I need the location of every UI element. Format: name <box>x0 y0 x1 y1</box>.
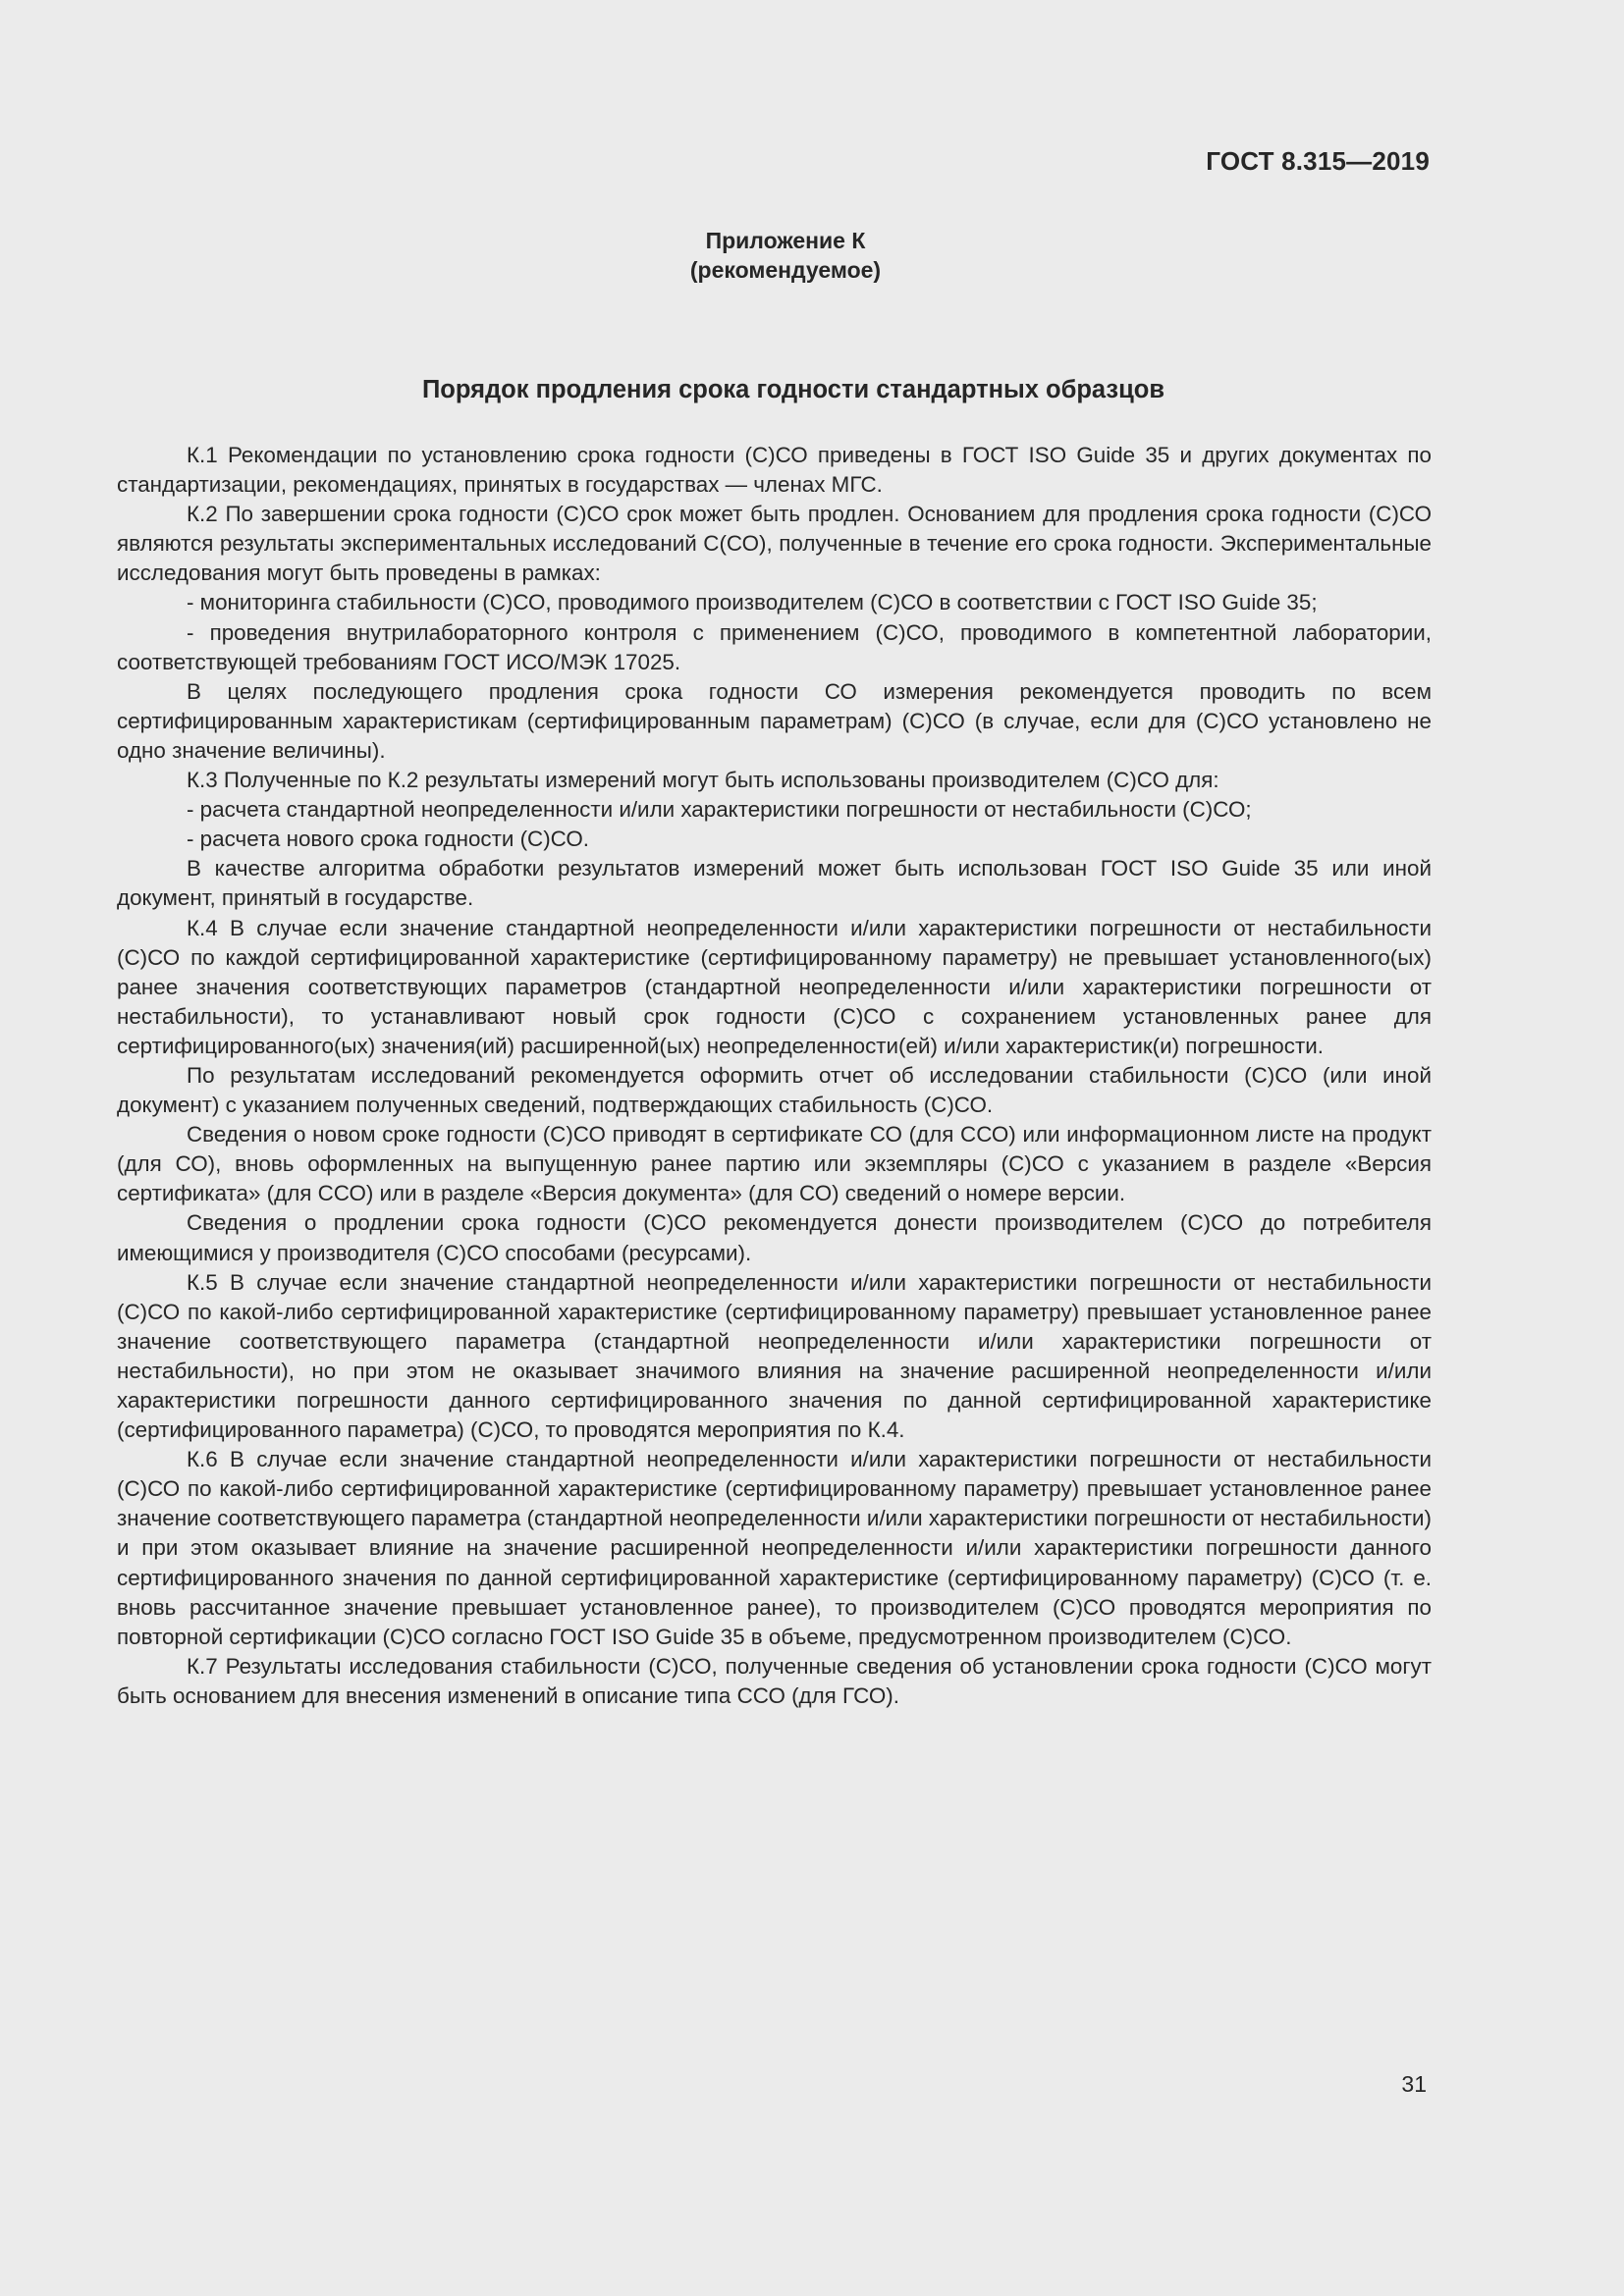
document-code-header: ГОСТ 8.315—2019 <box>1206 146 1430 176</box>
appendix-heading <box>0 226 1571 285</box>
paragraph-certificate-info: Сведения о новом сроке годности (С)СО приводят в сертификате СО (для ССО) или информационном листе на продукт (для СО), вновь оформленных на выпущенную ранее партию или экземпляры (С)СО с указанием в разделе «Версия сертификата» (для ССО) или в разделе «Версия документа» (для СО) сведений о номере версии. <box>117 1122 1432 1206</box>
paragraph-k2: К.2 По завершении срока годности (С)СО срок может быть продлен. Основанием для продления срока годности (С)СО являются результаты экспериментальных исследований С(СО), полученные в течение его срока годности. Экспериментальные исследования могут быть проведены в рамках: <box>117 502 1432 586</box>
paragraph-algorithm: В качестве алгоритма обработки результатов измерений может быть использован ГОСТ ISO Guide 35 или иной документ, принятый в государстве. <box>117 856 1432 911</box>
paragraph-consumer-notice: Сведения о продлении срока годности (С)СО рекомендуется донести производителем (С)СО до потребителя имеющимися у производителя (С)СО способами (ресурсами). <box>117 1210 1432 1265</box>
paragraph-measurements-scope: В целях последующего продления срока годности СО измерения рекомендуется проводить по всем сертифицированным характеристикам (сертифицированным параметрам) (С)СО (в случае, если для (С)СО установлено не одно значение величины). <box>117 678 1432 763</box>
paragraph-k6: К.6 В случае если значение стандартной неопределенности и/или характеристики погрешности от нестабильности (С)СО по какой-либо сертифицированной характеристике (сертифицированному параметру) превышает установленное ранее значение соответствующего параметра (стандартной неопределенности и/или характеристики погрешности от нестабильности) и при этом оказывает влияние на значение расширенной неопределенности и/или характеристики погрешности данного сертифицированного значения по данной сертифицированной характеристике (сертифицированному параметру) (С)СО (т. е. вновь рассчитанное значение превышает установленное ранее), то производителем (С)СО проводятся мероприятия по повторной сертификации (С)СО согласно ГОСТ ISO Guide 35 в объеме, предусмотренном производителем (С)СО. <box>117 1447 1432 1649</box>
list-item-stability-monitoring: - мониторинга стабильности (С)СО, проводимого производителем (С)СО в соответствии с ГОСТ ISO Guide 35; <box>187 590 1318 615</box>
appendix-kind: (рекомендуемое) <box>689 257 882 283</box>
paragraph-report: По результатам исследований рекомендуется оформить отчет об исследовании стабильности (С)СО (или иной документ) с указанием полученных сведений, подтверждающих стабильность (С)СО. <box>117 1062 1432 1118</box>
paragraph-k7: К.7 Результаты исследования стабильности (С)СО, полученные сведения об установлении срока годности (С)СО могут быть основанием для внесения изменений в описание типа ССО (для ГСО). <box>117 1653 1432 1708</box>
paragraph-k5: К.5 В случае если значение стандартной неопределенности и/или характеристики погрешности от нестабильности (С)СО по какой-либо сертифицированной характеристике (сертифицированному параметру) превышает установленное ранее значение соответствующего параметра (стандартной неопределенности и/или характеристики погрешности от нестабильности), но при этом не оказывает значимого влияния на значение расширенной неопределенности и/или характеристики погрешности данного сертифицированного значения по данной сертифицированной характеристике (сертифицированного параметра) (С)СО, то проводятся мероприятия по К.4. <box>117 1269 1432 1443</box>
page-number: 31 <box>1401 2071 1427 2097</box>
document-body <box>117 441 1432 1711</box>
appendix-label: Приложение К <box>705 228 866 253</box>
list-item-uncertainty-calc: - расчета стандартной неопределенности и/или характеристики погрешности от нестабильности (С)СО; <box>187 797 1252 823</box>
paragraph-k4: К.4 В случае если значение стандартной неопределенности и/или характеристики погрешности от нестабильности (С)СО по каждой сертифицированной характеристике (сертифицированному параметру) не превышает установленного(ых) ранее значения соответствующих параметров (стандартной неопределенности и/или характеристики погрешности от нестабильности), то устанавливают новый срок годности (С)СО с сохранением установленных ранее для сертифицированного(ых) значения(ий) расширенной(ых) неопределенности(ей) и/или характеристик(и) погрешности. <box>117 915 1432 1058</box>
list-item-lab-control: - проведения внутрилабораторного контроля с применением (С)СО, проводимого в компетентной лаборатории, соответствующей требованиям ГОСТ ИСО/МЭК 17025. <box>117 619 1432 674</box>
section-title: Порядок продления срока годности стандартных образцов <box>421 376 1165 403</box>
list-item-new-shelf-life: - расчета нового срока годности (С)СО. <box>187 827 589 852</box>
paragraph-k3: К.3 Полученные по К.2 результаты измерений могут быть использованы производителем (С)СО для: <box>187 768 1219 793</box>
paragraph-k1: К.1 Рекомендации по установлению срока годности (С)СО приведены в ГОСТ ISO Guide 35 и других документах по стандартизации, рекомендациях, принятых в государствах — членах МГС. <box>117 443 1432 498</box>
